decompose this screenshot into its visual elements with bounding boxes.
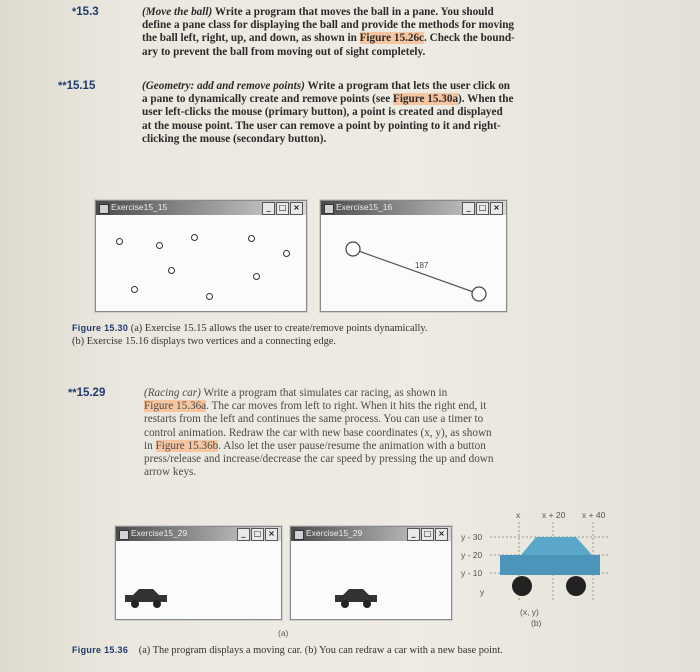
point[interactable] [131,286,138,293]
java-app-icon [294,530,304,540]
maximize-icon[interactable]: □ [276,202,289,215]
exercise-text [142,6,537,59]
difficulty-stars: ** [68,387,77,399]
distance-label: 187 [415,261,429,270]
point[interactable] [283,250,290,257]
text-line: press/release and increase/decrease the car speed by pressing the up and down [144,453,494,466]
vertex[interactable] [472,287,486,301]
figure-link[interactable]: Figure 15.26c [359,32,425,45]
minimize-icon[interactable]: _ [462,202,475,215]
maximize-icon[interactable]: □ [421,528,434,541]
close-icon[interactable]: × [265,528,278,541]
exercise-number-text: 15.29 [76,387,106,399]
title-bar[interactable] [96,201,306,215]
window-title: Exercise15_29 [131,528,188,538]
point[interactable] [253,273,260,280]
maximize-icon[interactable]: □ [476,202,489,215]
subfigure-label-a: (a) [278,628,289,638]
figure-15-36-caption [72,644,632,658]
text-line: . Check the bound- [424,32,515,45]
exercise-15-29 [68,387,542,487]
exercise-15-3 [72,6,542,66]
exercise-number [68,387,105,399]
text-line: define a pane class for displaying the ball and provide the methods for moving [142,19,515,32]
minimize-icon[interactable]: _ [262,202,275,215]
vertex[interactable] [346,242,360,256]
text-line: in [144,439,156,452]
exercise-number [58,80,95,92]
text-line: ary to prevent the ball from moving out of sight completely. [142,45,426,58]
connecting-edge [353,249,479,294]
text-line: at the mouse point. The user can remove a point by pointing to it and right- [142,119,501,132]
axis-label-x20: x + 20 [542,510,566,520]
figure-label: Figure 15.36 [72,645,129,655]
java-app-icon [99,204,109,214]
window-exercise15-29-b[interactable] [290,526,452,620]
figure-link[interactable]: Figure 15.36b [155,439,219,452]
car-coordinate-diagram [458,510,618,628]
car-cabin [521,537,592,555]
axis-label-x: x [516,510,521,520]
text-line: a pane to dynamically create and remove points (see [142,93,393,106]
window-exercise15-16[interactable] [320,200,507,312]
caption-text: (a) Exercise 15.15 allows the user to create/remove points dynamically. [130,323,428,334]
difficulty-stars: * [72,6,77,18]
exercise-text [144,387,534,479]
java-app-icon [119,530,129,540]
text-line: clicking the mouse (secondary button). [142,132,327,145]
axis-label-y30: y - 30 [461,532,483,542]
text-line: Write a program that lets the user click on [307,80,511,92]
minimize-icon[interactable]: _ [407,528,420,541]
close-icon[interactable]: × [435,528,448,541]
close-icon[interactable]: × [490,202,503,215]
point[interactable] [206,293,213,300]
point[interactable] [191,234,198,241]
car-wheel [512,576,532,596]
point[interactable] [156,242,163,249]
exercise-title: (Move the ball) [142,6,213,18]
text-line: control animation. Redraw the car with new base coordinates (x, y), as shown [144,426,492,439]
point[interactable] [248,235,255,242]
exercise-number-text: 15.15 [66,80,96,92]
minimize-icon[interactable]: _ [237,528,250,541]
title-bar[interactable] [291,527,451,541]
close-icon[interactable]: × [290,202,303,215]
window-title: Exercise15_15 [111,202,168,212]
figure-15-30-caption [72,322,572,348]
text-line: user left-clicks the mouse (primary button), a point is created and displayed [142,106,503,119]
maximize-icon[interactable]: □ [251,528,264,541]
window-title: Exercise15_29 [306,528,363,538]
axis-label-y20: y - 20 [461,550,483,560]
vertex-edge-canvas [321,201,506,311]
figure-link[interactable]: Figure 15.36a [144,400,207,413]
car-icon [331,585,391,615]
exercise-text [142,80,537,146]
text-line: . The car moves from left to right. When it hits the right end, it [206,400,487,413]
text-line: Write a program that simulates car racing, as shown in [203,387,448,399]
axis-label-y10: y - 10 [461,568,483,578]
base-point-label: (x, y) [520,607,539,617]
window-title: Exercise15_16 [336,202,393,212]
point[interactable] [116,238,123,245]
axis-label-x40: x + 40 [582,510,606,520]
text-line: arrow keys. [144,466,197,479]
text-line: restarts from the left and continues the same process. You can use a timer to [144,413,484,426]
window-exercise15-15[interactable] [95,200,307,312]
car-body [500,555,600,575]
exercise-title: (Racing car) [144,387,201,399]
caption-text: (a) The program displays a moving car. (b) You can redraw a car with a new base point. [138,645,503,656]
figure-label: Figure 15.30 [72,323,129,333]
difficulty-stars: ** [58,80,67,92]
text-line: ). When the [458,93,514,106]
caption-text: (b) Exercise 15.16 displays two vertices and a connecting edge. [72,335,337,347]
text-line: . Also let the user pause/resume the animation with a button [218,439,486,452]
car-icon [121,585,181,615]
axis-label-y: y [480,587,485,597]
point[interactable] [168,267,175,274]
exercise-15-15 [58,80,542,155]
subfigure-label-b: (b) [531,618,542,628]
text-line: Write a program that moves the ball in a pane. You should [214,6,494,18]
text-line: the ball left, right, up, and down, as shown in [142,32,360,45]
exercise-number [72,6,99,18]
car-wheel [566,576,586,596]
window-exercise15-29-a[interactable] [115,526,282,620]
figure-link[interactable]: Figure 15.30a [392,93,459,106]
exercise-title: (Geometry: add and remove points) [142,80,305,92]
exercise-number-text: 15.3 [76,6,99,18]
title-bar[interactable] [116,527,281,541]
